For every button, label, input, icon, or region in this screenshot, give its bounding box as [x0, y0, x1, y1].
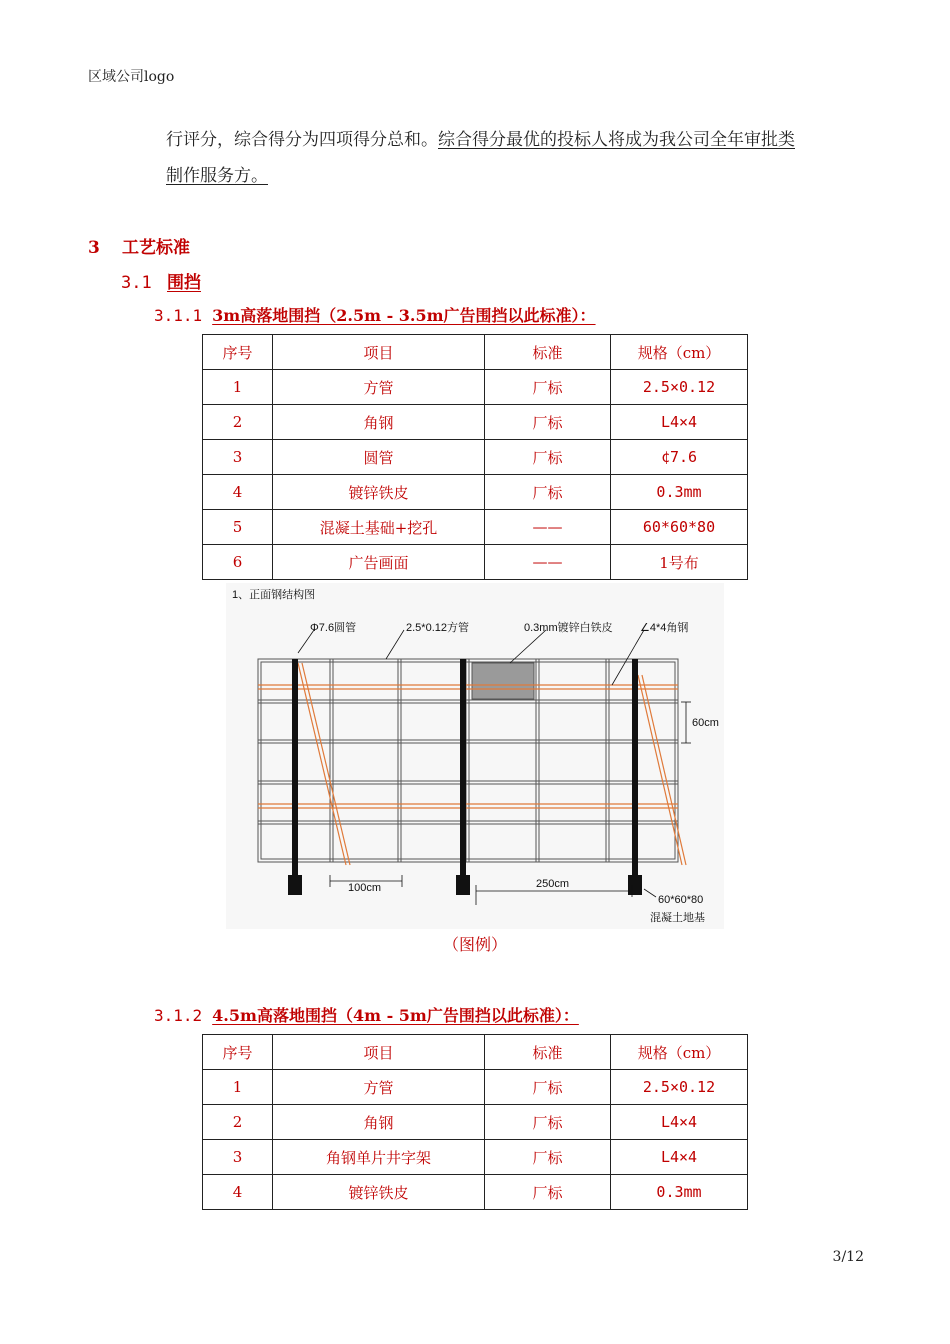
sub2-title: 4.5m高落地围挡（4m - 5m广告围挡以此标准）：: [212, 1006, 579, 1025]
table-cell: 0.3mm: [611, 1175, 748, 1210]
table-cell: 方管: [273, 1070, 485, 1105]
dimension-100cm: 100cm: [348, 882, 382, 894]
table-cell: 广告画面: [273, 545, 485, 580]
table-row: [203, 440, 748, 475]
sub1-title: 3m高落地围挡（2.5m - 3.5m广告围挡以此标准）：: [212, 306, 596, 325]
subsection-number: 3.1: [121, 273, 152, 293]
table-row: [203, 545, 748, 580]
galvanized-sheet: [472, 663, 534, 699]
table-cell: 混凝土基础+挖孔: [273, 510, 485, 545]
label-round-pipe: Φ7.6圆管: [310, 622, 357, 634]
table-cell: 角钢: [273, 405, 485, 440]
table-header-cell: 序号: [203, 1035, 273, 1070]
label-square-tube: 2.5*0.12方管: [406, 622, 469, 634]
table-cell: 4: [203, 475, 273, 510]
table-cell: 角钢: [273, 1105, 485, 1140]
table-header-cell: 标准: [485, 1035, 611, 1070]
table-cell: 厂标: [485, 370, 611, 405]
sub2-number: 3.1.2: [154, 1006, 203, 1025]
label-concrete-base: 混凝土地基: [650, 912, 705, 924]
steel-structure-diagram: [226, 583, 724, 929]
page-number: 3/12: [832, 1249, 864, 1265]
header-logo-text: 区域公司logo: [88, 69, 175, 85]
table-cell: 厂标: [485, 1070, 611, 1105]
table-cell: 3: [203, 440, 273, 475]
table-cell: 镀锌铁皮: [273, 1175, 485, 1210]
figure-caption: （图例）: [442, 935, 507, 954]
table-cell: 厂标: [485, 440, 611, 475]
intro-plain-text: 行评分，综合得分为四项得分总和。: [166, 130, 438, 150]
table-cell: ——: [485, 545, 611, 580]
intro-line-1: [166, 122, 795, 158]
table-row: [203, 1140, 748, 1175]
sub1-heading: [154, 303, 596, 326]
table-cell: 5: [203, 510, 273, 545]
label-angle-steel: ∠4*4角钢: [640, 622, 689, 634]
table-cell: 4: [203, 1175, 273, 1210]
sub2-heading: [154, 1003, 579, 1026]
table-row: [203, 370, 748, 405]
table-row: [203, 1070, 748, 1105]
subsection-title: 围挡: [167, 273, 201, 293]
table-header-cell: 序号: [203, 335, 273, 370]
table-row: [203, 1175, 748, 1210]
figure-title: 1、正面钢结构图: [232, 589, 316, 601]
table-header-cell: 规格（cm）: [611, 335, 748, 370]
table-cell: L4×4: [611, 405, 748, 440]
table-cell: 厂标: [485, 1140, 611, 1175]
table-row: [203, 475, 748, 510]
subsection-heading: [121, 268, 201, 293]
table-header-row: [203, 335, 748, 370]
sub1-number: 3.1.1: [154, 306, 203, 325]
label-base-size: 60*60*80: [658, 894, 704, 906]
table-cell: 1: [203, 370, 273, 405]
intro-line-2: [166, 158, 268, 194]
table-cell: 厂标: [485, 1175, 611, 1210]
table-cell: ——: [485, 510, 611, 545]
spec-table-2: [202, 1034, 748, 1210]
table-cell: 1: [203, 1070, 273, 1105]
intro-underlined-text: 综合得分最优的投标人将成为我公司全年审批类: [438, 130, 795, 150]
table-cell: L4×4: [611, 1105, 748, 1140]
table-cell: 厂标: [485, 475, 611, 510]
table-cell: 60*60*80: [611, 510, 748, 545]
section-heading: [88, 233, 190, 258]
dimension-60cm: 60cm: [692, 717, 719, 729]
table-cell: 镀锌铁皮: [273, 475, 485, 510]
table-cell: 2: [203, 405, 273, 440]
table-cell: 圆管: [273, 440, 485, 475]
table-cell: 厂标: [485, 1105, 611, 1140]
table-row: [203, 405, 748, 440]
table-cell: 方管: [273, 370, 485, 405]
table-header-cell: 标准: [485, 335, 611, 370]
table-row: [203, 510, 748, 545]
table-row: [203, 1105, 748, 1140]
table-cell: 2: [203, 1105, 273, 1140]
table-cell: 厂标: [485, 405, 611, 440]
table-cell: 6: [203, 545, 273, 580]
table-cell: 角钢单片井字架: [273, 1140, 485, 1175]
table-cell: 3: [203, 1140, 273, 1175]
table-cell: 1号布: [611, 545, 748, 580]
section-number: 3: [88, 238, 100, 258]
intro-underlined-text-2: 制作服务方。: [166, 166, 268, 186]
table-cell: L4×4: [611, 1140, 748, 1175]
spec-table-1: [202, 334, 748, 580]
label-galvanized-sheet: 0.3mm镀锌白铁皮: [524, 622, 613, 634]
dimension-250cm: 250cm: [536, 878, 570, 890]
table-cell: 0.3mm: [611, 475, 748, 510]
table-cell: 2.5×0.12: [611, 370, 748, 405]
table-header-cell: 项目: [273, 1035, 485, 1070]
table-header-cell: 项目: [273, 335, 485, 370]
table-header-cell: 规格（cm）: [611, 1035, 748, 1070]
table-cell: 2.5×0.12: [611, 1070, 748, 1105]
section-title: 工艺标准: [122, 238, 190, 258]
table-cell: ¢7.6: [611, 440, 748, 475]
table-header-row: [203, 1035, 748, 1070]
